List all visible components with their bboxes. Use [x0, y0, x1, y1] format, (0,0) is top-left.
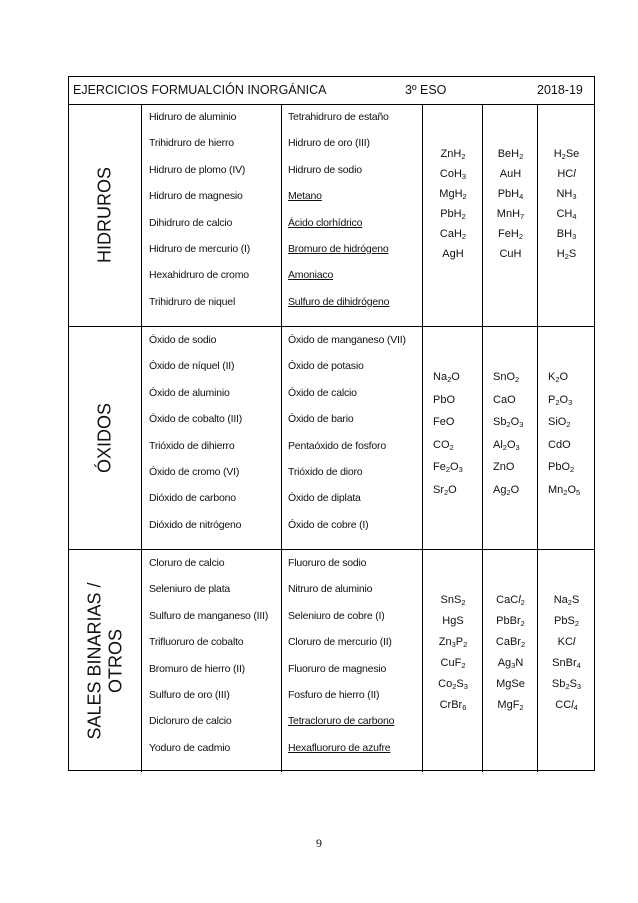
formula: ZnH2	[440, 148, 466, 161]
formula: Co2S3	[438, 678, 468, 691]
compound-name: Dióxido de nitrógeno	[149, 518, 242, 531]
formula: NH3	[556, 188, 577, 201]
formula: MnH7	[496, 208, 525, 221]
section-hidruros	[69, 104, 594, 327]
table-header	[69, 77, 594, 105]
compound-name: Óxido de cobalto (III)	[149, 413, 243, 426]
formula-column-2	[482, 550, 538, 772]
compound-name: Hidruro de mercurio (I)	[149, 243, 251, 255]
formula: Mn2O5	[548, 483, 581, 497]
course-label: 3º ESO	[405, 83, 447, 97]
formula: CaCl2	[496, 594, 525, 607]
compound-name: Óxido de cobre (I)	[288, 518, 369, 531]
formula: PbO2	[548, 461, 575, 474]
formula: MgH2	[439, 188, 467, 201]
compound-name: Nitruro de aluminio	[288, 583, 373, 596]
formula: Na2S	[553, 594, 580, 607]
formula: CO2	[433, 438, 454, 452]
names-column-right	[282, 104, 431, 326]
exercise-table	[68, 76, 595, 771]
compound-name: Trihidruro de hierro	[149, 137, 234, 150]
formula-column-2	[482, 327, 538, 549]
compound-name: Metano	[288, 190, 322, 203]
compound-name: Óxido de bario	[288, 413, 354, 426]
formula: SiO2	[548, 416, 571, 429]
names-column-left	[141, 550, 282, 772]
formula: CoH3	[439, 168, 467, 181]
compound-name: Pentaóxido de fosforo	[288, 439, 386, 452]
formula: KCl	[557, 636, 576, 648]
names-column-right	[282, 550, 431, 772]
names-column-right	[282, 327, 431, 549]
formula: HgS	[442, 615, 464, 627]
section-label-cell	[69, 550, 142, 772]
formula: MgF2	[497, 699, 524, 712]
compound-name: Hidruro de sodio	[288, 163, 362, 176]
compound-name: Seleniuro de plata	[149, 583, 231, 596]
formula: Fe2O3	[433, 461, 463, 474]
compound-name: Hidruro de magnesio	[149, 190, 243, 203]
section-label-cell	[69, 104, 142, 326]
formula: Ag3N	[497, 657, 524, 670]
formula: AuH	[499, 168, 522, 180]
compound-name: Yoduro de cadmio	[149, 741, 231, 754]
formula: MgSe	[496, 678, 525, 690]
worksheet-title: EJERCICIOS FORMUALCIÓN INORGÁNICA	[73, 83, 327, 97]
formula-column-3	[537, 327, 595, 549]
formula: PbH4	[497, 188, 524, 201]
formula: Sb2O3	[493, 416, 524, 429]
compound-name: Cloruro de calcio	[149, 557, 225, 569]
section-label	[84, 582, 125, 739]
compound-name: Sulfuro de oro (III)	[149, 689, 230, 701]
formula: CuH	[499, 248, 522, 260]
formula: H2S	[556, 248, 577, 261]
compound-name: Amoniaco	[288, 269, 334, 282]
compound-name: Bromuro de hidrógeno	[288, 243, 389, 255]
compound-name: Hexafluoruro de azufre	[288, 741, 391, 754]
compound-name: Hidruro de oro (III)	[288, 137, 370, 150]
formula: CaH2	[439, 228, 467, 241]
names-column-left	[141, 327, 282, 549]
formula-column-3	[537, 550, 595, 772]
formula: PbH2	[440, 208, 466, 221]
formula: CCl4	[555, 699, 578, 712]
compound-name: Dióxido de carbono	[149, 492, 236, 505]
compound-name: Óxido de sodio	[149, 334, 217, 346]
compound-name: Óxido de manganeso (VII)	[288, 334, 406, 346]
compound-name: Trihidruro de niquel	[149, 295, 236, 308]
page-number: 9	[316, 836, 322, 850]
formula: FeH2	[498, 228, 523, 241]
section-oxidos	[69, 327, 594, 550]
formula: Na2O	[433, 371, 460, 384]
section-label-cell	[69, 327, 142, 549]
formula: BH3	[556, 228, 577, 241]
compound-name: Óxido de cromo (VI)	[149, 466, 240, 478]
compound-name: Trióxido de dihierro	[149, 439, 235, 452]
compound-name: Tetrahidruro de estaño	[288, 111, 389, 123]
formula: Zn3P2	[438, 636, 468, 649]
compound-name: Bromuro de hierro (II)	[149, 662, 245, 675]
formula: CaO	[493, 393, 516, 406]
compound-name: Óxido de aluminio	[149, 386, 230, 399]
formula: CH4	[556, 208, 577, 221]
formula: H2Se	[553, 148, 580, 161]
formula: PbS2	[554, 615, 579, 628]
formula: Ag2O	[493, 483, 520, 497]
formula: SnO2	[493, 371, 520, 384]
year-label: 2018-19	[537, 83, 583, 97]
compound-name: Trifluoruro de cobalto	[149, 636, 244, 649]
formula-column-2	[482, 104, 538, 326]
formula: CrBr6	[439, 699, 467, 712]
compound-name: Fosfuro de hierro (II)	[288, 689, 380, 701]
compound-name: Ácido clorhídrico	[288, 216, 363, 229]
formula-column-1	[422, 104, 483, 326]
formula: CaBr2	[495, 636, 526, 649]
formula: Sr2O	[433, 483, 457, 497]
section-sales-binarias	[69, 550, 594, 772]
compound-name: Óxido de diplata	[288, 492, 361, 505]
compound-name: Tetracloruro de carbono	[288, 715, 395, 728]
formula: SnBr4	[552, 657, 581, 670]
compound-name: Hexahidruro de cromo	[149, 269, 249, 282]
formula: SnS2	[440, 594, 466, 607]
formula: FeO	[433, 416, 455, 428]
formula: Sb2S3	[551, 678, 582, 691]
compound-name: Fluoruro de sodio	[288, 557, 367, 569]
compound-name: Fluoruro de magnesio	[288, 662, 387, 675]
formula: PbBr2	[496, 615, 525, 628]
formula-column-1	[422, 327, 483, 549]
compound-name: Óxido de níquel (II)	[149, 360, 235, 373]
compound-name: Hidruro de plomo (IV)	[149, 163, 246, 176]
compound-name: Dihidruro de calcio	[149, 216, 233, 229]
formula-column-1	[422, 550, 483, 772]
compound-name: Seleniuro de cobre (I)	[288, 609, 385, 622]
formula: CdO	[548, 438, 571, 451]
compound-name: Óxido de potasio	[288, 360, 364, 373]
formula: HCl	[557, 168, 576, 180]
section-label	[95, 403, 116, 473]
section-label-line: SALES BINARIAS /	[84, 582, 105, 740]
section-label	[95, 167, 116, 263]
formula: CuF2	[440, 657, 466, 670]
compound-name: Sulfuro de dihidrógeno	[288, 295, 390, 308]
section-label-line: HIDRUROS	[94, 166, 115, 264]
compound-name: Óxido de calcio	[288, 386, 357, 399]
compound-name: Sulfuro de manganeso (III)	[149, 609, 269, 622]
names-column-left	[141, 104, 282, 326]
section-label-line: ÓXIDOS	[94, 402, 115, 474]
formula: Al2O3	[493, 438, 520, 452]
formula-column-3	[537, 104, 595, 326]
section-label-line: OTROS	[105, 629, 125, 694]
formula: BeH2	[497, 148, 524, 161]
formula: ZnO	[493, 461, 515, 473]
formula: AgH	[442, 248, 464, 260]
compound-name: Dicloruro de calcio	[149, 715, 232, 728]
compound-name: Cloruro de mercurio (II)	[288, 636, 392, 649]
formula: K2O	[548, 371, 569, 384]
formula: PbO	[433, 393, 456, 406]
compound-name: Hidruro de aluminio	[149, 111, 237, 123]
formula: P2O3	[548, 393, 573, 407]
compound-name: Trióxido de dioro	[288, 466, 363, 478]
